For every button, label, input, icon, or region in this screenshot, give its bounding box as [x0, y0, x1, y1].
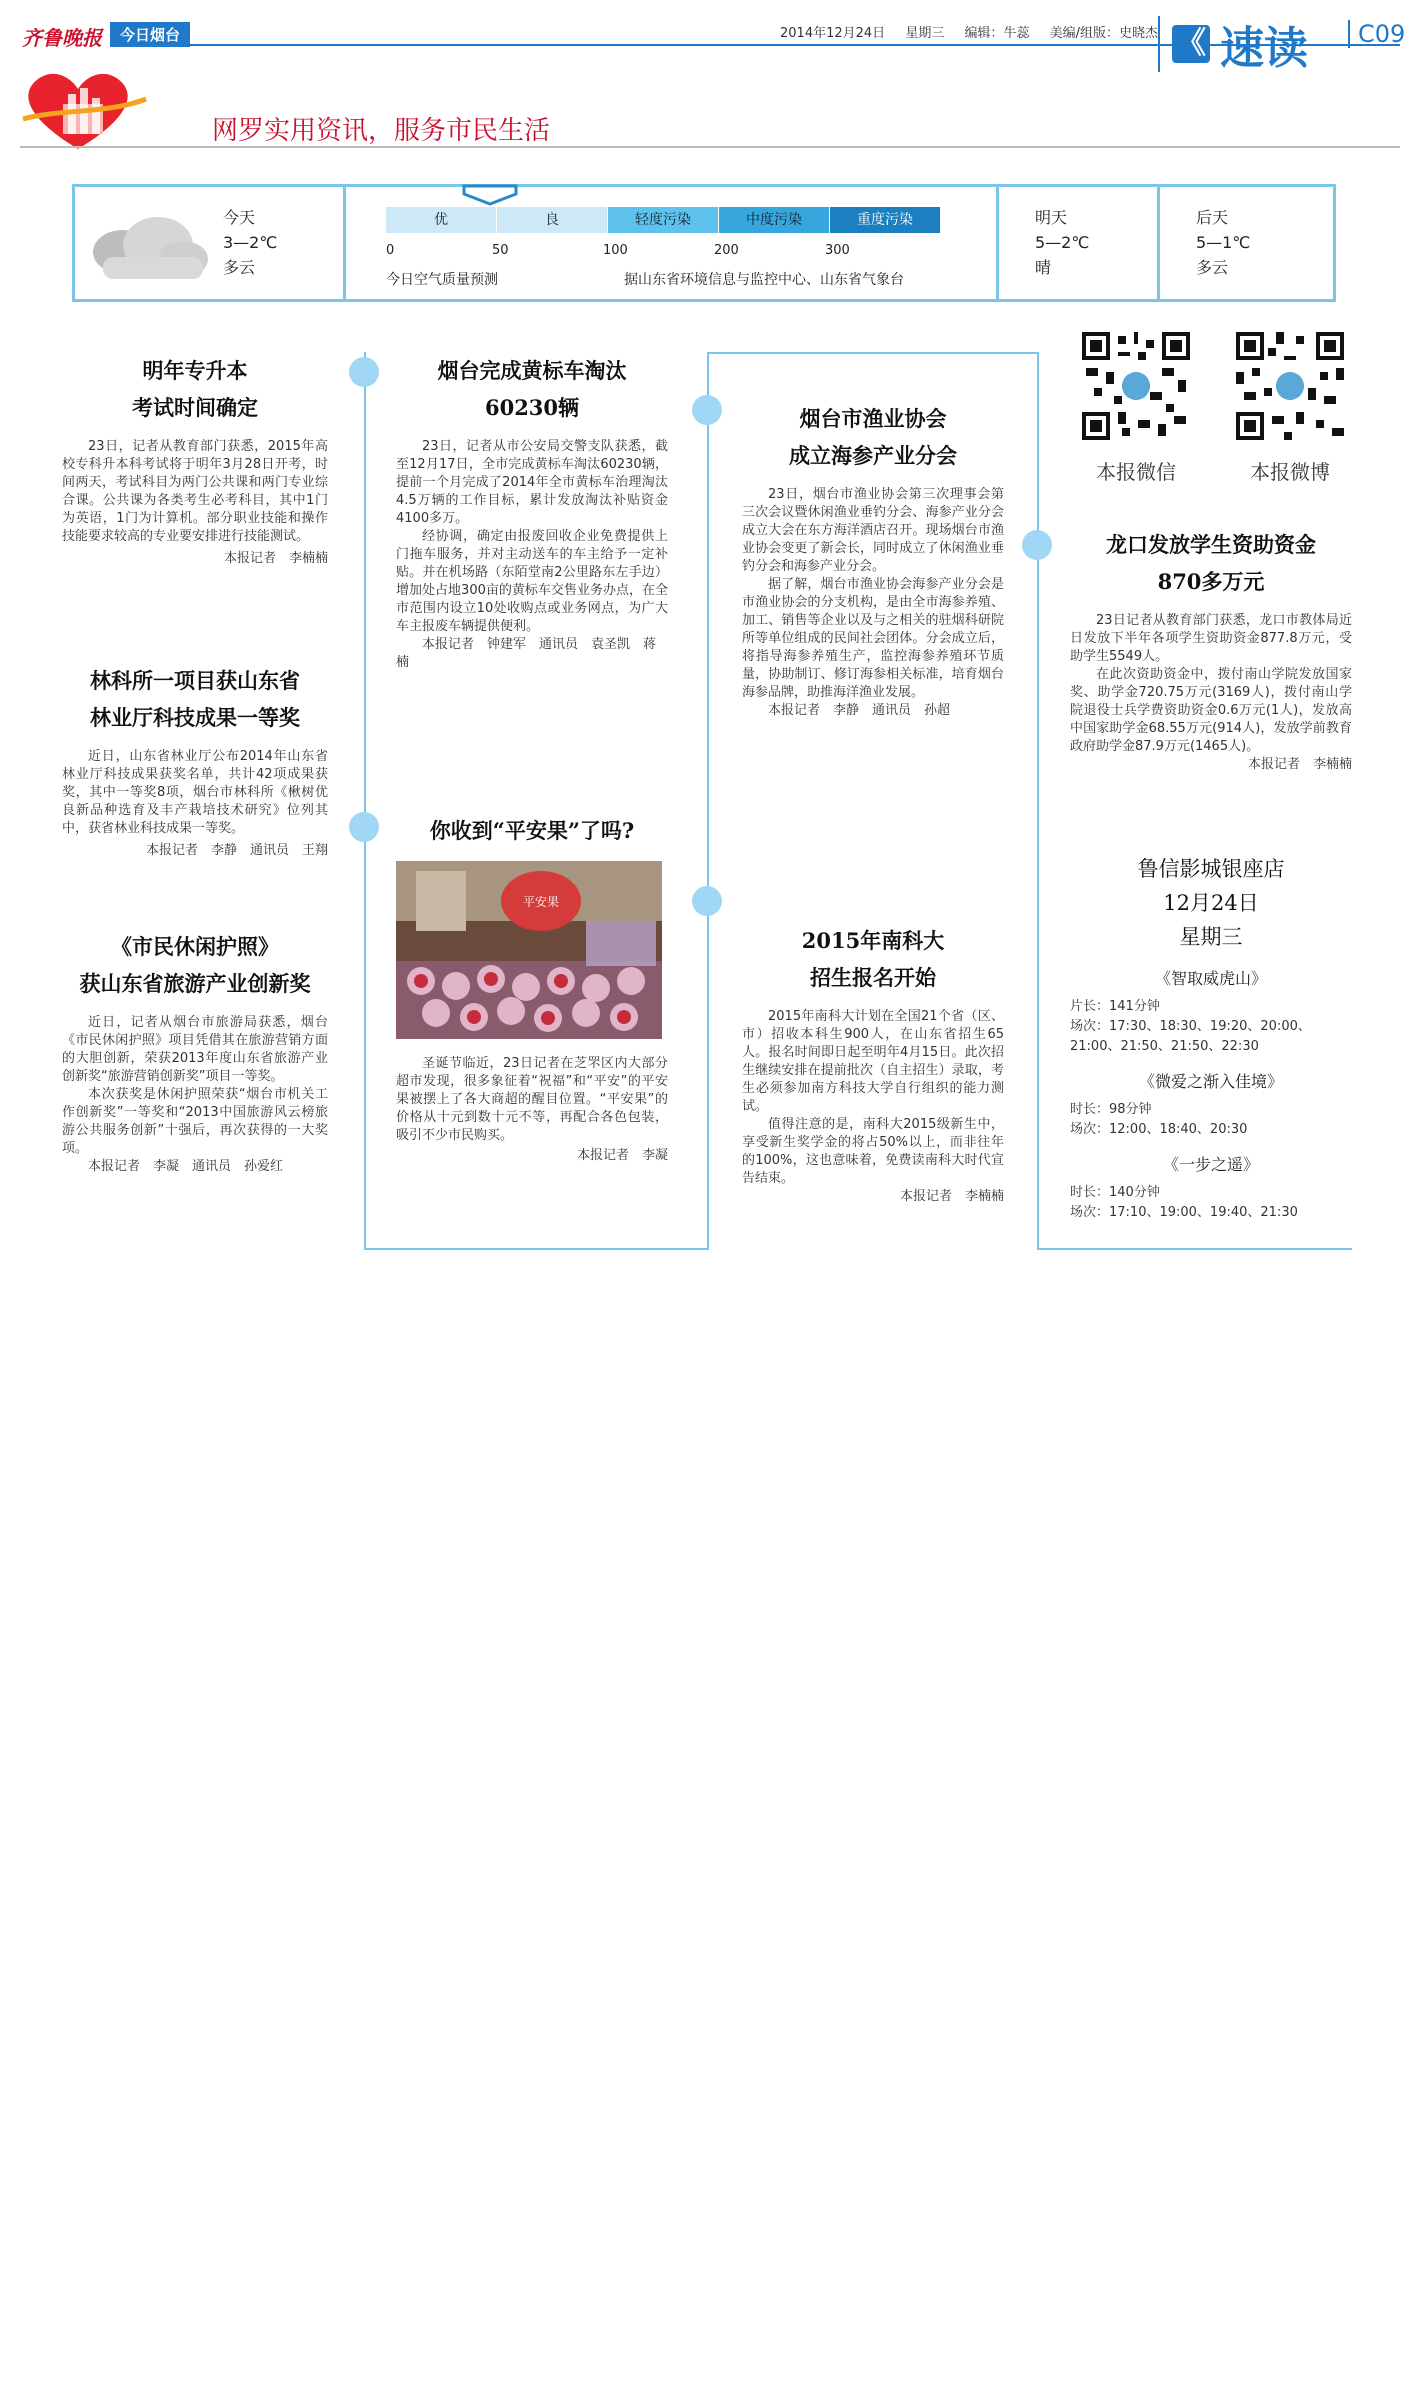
bullet-dot: [349, 357, 379, 387]
wechat-qr-code[interactable]: [1082, 332, 1190, 440]
slogan: 网罗实用资讯，服务市民生活: [212, 116, 551, 146]
after-temp: 5—1℃: [1196, 233, 1251, 252]
article-zhuanshengben: [62, 352, 328, 568]
byline: 本报记者 钟建军 通讯员 袁圣凯 蒋楠: [396, 637, 657, 670]
article-nankeda: [742, 922, 1004, 1206]
aqi-level-moderate: 良: [497, 207, 607, 233]
weather-after: [1160, 187, 1330, 299]
film-length: 时长：98分钟: [1070, 1102, 1152, 1117]
section-tag: 今日烟台: [110, 22, 190, 47]
article-title: 2015年南科大 招生报名开始: [801, 928, 945, 990]
film-times: 场次：12:00、18:40、20:30: [1070, 1122, 1248, 1137]
byline: 本报记者 李凝: [576, 1148, 668, 1163]
qr-label-weibo: 本报微博: [1250, 460, 1330, 484]
film-title: 《微爱之渐入佳境》: [1138, 1072, 1283, 1091]
film-times: 场次：17:30、18:30、19:20、20:00、21:00、21:50、21:50、22:30: [1070, 1019, 1311, 1054]
after-label: 后天: [1196, 208, 1229, 227]
qr-label-wechat: 本报微信: [1096, 460, 1176, 484]
column-rule: [364, 1248, 709, 1250]
tomorrow-cond: 晴: [1035, 258, 1052, 277]
article-title: 烟台完成黄标车淘汰 60230辆: [437, 358, 627, 420]
tomorrow-temp: 5—2℃: [1035, 233, 1090, 252]
weibo-qr-code[interactable]: [1236, 332, 1344, 440]
article-body: 近日，山东省林业厅公布2014年山东省林业厅科技成果获奖名单，共计42项成果获奖，其中一等奖8项，烟台市林科所《楸树优良新品种选育及丰产栽培技术研究》位列其中，获省林业科技成果一等奖。: [62, 749, 328, 836]
column-rule: [707, 352, 709, 1250]
article-xiuxian-huzhao: [62, 928, 328, 1176]
cinema-schedule: [1070, 852, 1352, 1223]
article-body: 2015年南科大计划在全国21个省（区、市）招收本科生900人，在山东省招生65人。报名时间即日起至明年4月15日。此次招生继续安排在提前批次（自主招生）录取，考生必须参加南方科技大学自行组织的能力测试。: [742, 1009, 1004, 1114]
photo-sign: 平安果: [522, 895, 560, 909]
aqi-caption: 今日空气质量预测: [386, 272, 498, 288]
aqi-pointer-icon: [462, 184, 518, 206]
apple-stall-photo: [396, 861, 662, 1039]
film-length: 片长：141分钟: [1070, 999, 1160, 1014]
article-title: 明年专升本 考试时间确定: [132, 358, 258, 420]
bullet-dot: [692, 886, 722, 916]
weather-today: [75, 187, 346, 299]
article-title: 林科所一项目获山东省 林业厅科技成果一等奖: [90, 668, 300, 730]
article-body: 在此次资助资金中，拨付南山学院发放国家奖、助学金720.75万元(3169人)，拨付南山学院退役士兵学费资助资金0.6万元(1人)，发放高中国家助学金68.55万元(914人)，发放学前教育政府助学金87.9万元(1465人)。: [1070, 667, 1352, 754]
column-rule: [707, 352, 1037, 354]
film-times: 场次：17:10、19:00、19:40、21:30: [1070, 1205, 1298, 1220]
aqi-level-heavy: 重度污染: [830, 207, 940, 233]
article-body: 23日，烟台市渔业协会第三次理事会第三次会议暨休闲渔业垂钓分会、海参产业分会成立大会在东方海洋酒店召开。现场烟台市渔业协会变更了新会长，同时成立了休闲渔业垂钓分会和海参产业分会。: [742, 487, 1004, 574]
byline: 本报记者 李静 通讯员 王翔: [145, 843, 328, 858]
page-code: C09: [1348, 20, 1405, 48]
column-rule: [1037, 1248, 1352, 1250]
column-rule: [1037, 352, 1039, 1250]
article-longkou-zizhu: [1070, 526, 1352, 774]
film-title: 《一步之遥》: [1162, 1155, 1259, 1174]
article-body: 值得注意的是，南科大2015级新生中，享受新生奖学金的将占50%以上，而非往年的100%，这也意味着，免费读南科大时代宣告结束。: [742, 1117, 1004, 1186]
cinema-date: 12月24日: [1163, 891, 1259, 915]
today-cond: 多云: [223, 258, 256, 277]
cinema-name: 鲁信影城银座店: [1137, 857, 1285, 881]
after-cond: 多云: [1196, 258, 1229, 277]
article-body: 经协调，确定由报废回收企业免费提供上门拖车服务，并对主动送车的车主给予一定补贴。并在机场路（东陌堂南2公里路东左手边）增加处占地300亩的黄标车交售业务办点，在全市范围内设立10处收购点或业务网点，为广大车主报废车辆提供便利。: [396, 529, 668, 634]
byline: 本报记者 李静 通讯员 孙超: [768, 703, 951, 718]
article-body: 23日记者从教育部门获悉，龙口市教体局近日发放下半年各项学生资助资金877.8万元，受助学生5549人。: [1070, 613, 1352, 664]
date-line: [780, 22, 1174, 41]
bullet-dot: [349, 812, 379, 842]
newspaper-brand: 齐鲁晚报: [22, 26, 102, 50]
tomorrow-label: 明天: [1035, 208, 1068, 227]
article-body: 圣诞节临近，23日记者在芝罘区内大部分超市发现，很多象征着“祝福”和“平安”的平安果被摆上了各大商超的醒目位置。“平安果”的价格从十元到数十元不等，再配合各色包装，吸引不少市民购买。: [396, 1056, 668, 1143]
today-temp: 3—2℃: [223, 233, 278, 252]
section-title: 速读: [1220, 23, 1308, 74]
article-pinganguo: [396, 812, 668, 1165]
article-haishen: [742, 400, 1004, 720]
qr-code-icon: [1082, 332, 1190, 440]
article-linkesuo: [62, 662, 328, 860]
issue-weekday: 星期三: [905, 26, 945, 41]
article-title: 你收到“平安果”了吗?: [429, 818, 635, 843]
aqi-tick: 200: [714, 243, 739, 258]
article-body: 本次获奖是休闲护照荣获“烟台市机关工作创新奖”一等奖和“2013中国旅游风云榜旅游公共服务创新”十强后，再次获得的一大奖项。: [62, 1087, 328, 1156]
aqi-level-medium: 中度污染: [719, 207, 829, 233]
byline: 本报记者 李楠楠: [223, 551, 328, 566]
chevron-left-icon: 《: [1172, 25, 1210, 63]
qr-code-icon: [1236, 332, 1344, 440]
article-title: 龙口发放学生资助资金 870多万元: [1106, 532, 1316, 594]
aqi-level-good: 优: [386, 207, 496, 233]
article-body: 据了解，烟台市渔业协会海参产业分会是市渔业协会的分支机构，是由全市海参养殖、加工、销售等企业以及与之相关的驻烟科研院所等单位组成的民间社会团体。分会成立后，将指导海参养殖生产，监控海参养殖环节质量，协助制订、修订海参相关标准，培育烟台海参品牌，助推海洋渔业发展。: [742, 577, 1004, 700]
article-huangbiaoche: [396, 352, 668, 672]
today-label: 今天: [223, 208, 256, 227]
article-title: 《市民休闲护照》 获山东省旅游产业创新奖: [79, 934, 311, 996]
article-body: 23日，记者从市公安局交警支队获悉，截至12月17日，全市完成黄标车淘汰60230辆，提前一个月完成了2014年全市黄标车治理淘汰4.5万辆的工作目标，累计发放淘汰补贴资金4100多万。: [396, 439, 668, 526]
issue-date: 2014年12月24日: [780, 26, 886, 41]
film-length: 时长：140分钟: [1070, 1185, 1160, 1200]
aqi-tick: 300: [825, 243, 850, 258]
article-title: 烟台市渔业协会 成立海参产业分会: [789, 406, 957, 468]
film-title: 《智取威虎山》: [1154, 969, 1267, 988]
byline: 本报记者 李凝 通讯员 孙爱红: [88, 1159, 284, 1174]
section-banner: [1158, 16, 1308, 72]
cloud-icon: [83, 207, 213, 282]
article-body: 近日，记者从烟台市旅游局获悉，烟台《市民休闲护照》项目凭借其在旅游营销方面的大胆创新，荣获2013年度山东省旅游产业创新奖“旅游营销创新奖”项目一等奖。: [62, 1015, 328, 1084]
heart-logo-icon: [18, 64, 148, 154]
aqi-tick: 50: [492, 243, 509, 258]
weather-tomorrow: [999, 187, 1160, 299]
byline: 本报记者 李楠楠: [899, 1189, 1004, 1204]
article-body: 23日，记者从教育部门获悉，2015年高校专科升本科考试将于明年3月28日开考，时间两天，考试科目为两门公共课和两门专业综合课。公共课为各类考生必考科目，其中1门为英语，1门为计算机。部分职业技能和操作技能要求较高的专业要安排进行技能测试。: [62, 439, 328, 544]
cinema-weekday: 星期三: [1179, 925, 1243, 949]
aqi-tick: 100: [603, 243, 628, 258]
slogan-rule: [20, 146, 1400, 148]
bullet-dot: [1022, 530, 1052, 560]
column-rule: [364, 352, 366, 1250]
designer: 美编/组版：史晓杰: [1049, 26, 1159, 41]
aqi-tick: 0: [386, 243, 395, 258]
aqi-level-light: 轻度污染: [608, 207, 718, 233]
bullet-dot: [692, 395, 722, 425]
editor: 编辑：牛蕊: [964, 26, 1030, 41]
aqi-forecast: [346, 187, 999, 299]
aqi-source: 据山东省环境信息与监控中心、山东省气象台: [624, 272, 904, 288]
byline: 本报记者 李楠楠: [1247, 757, 1352, 772]
weather-panel: [72, 184, 1336, 302]
